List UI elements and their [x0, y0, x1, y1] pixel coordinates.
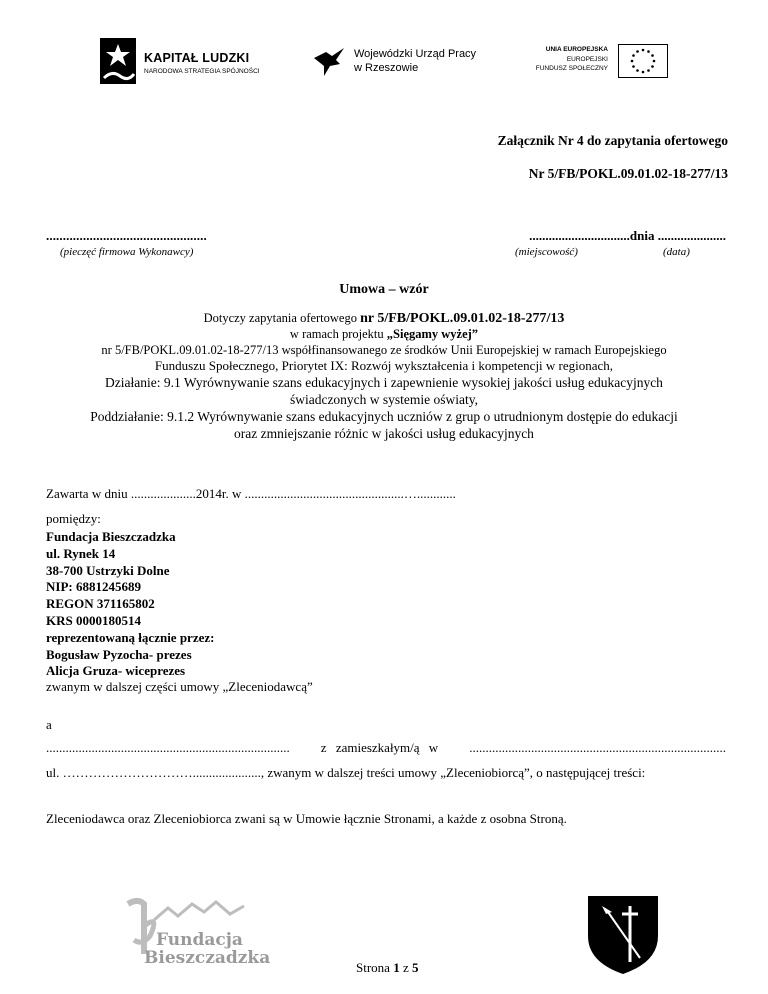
date-caption: (data)	[663, 246, 690, 258]
intro-line2	[20, 327, 748, 342]
document-title: Umowa – wzór	[339, 282, 429, 297]
page-mid: z	[399, 960, 412, 975]
wup-name-line1: Wojewódzki Urząd Pracy	[354, 48, 477, 60]
wup-logo	[312, 44, 502, 80]
intro-line7: Poddziałanie: 9.1.2 Wyrównywanie szans edukacyjnych uczniów z grup o utrudnionym dostępie do edukacji	[90, 409, 678, 424]
page-prefix: Strona	[356, 960, 394, 975]
concluded-line: Zawarta w dniu ....................2014r. w .................................................…............	[46, 486, 456, 501]
party2-line1	[46, 740, 726, 756]
intro-line4: Funduszu Społecznego, Priorytet IX: Rozwój wykształcenia i kompetencji w regionach,	[154, 358, 614, 373]
party1-called: zwanym w dalszej części umowy „Zleceniodawcą”	[46, 679, 313, 694]
intro-line5: Działanie: 9.1 Wyrównywanie szans edukacyjnych i zapewnienie wysokiej jakości usług edukacyjnych	[105, 375, 663, 390]
project-name: „Sięgamy wyżej”	[386, 327, 479, 341]
contractor-stamp-caption: (pieczęć firmowa Wykonawcy)	[60, 246, 194, 258]
party1-regon: REGON 371165802	[46, 596, 155, 612]
party2-residence-field: ...............................................................................	[469, 740, 726, 755]
party1-details	[46, 529, 214, 680]
eu-line2: EUROPEJSKI	[566, 56, 608, 63]
party2-name-field: ...........................................................................	[46, 740, 290, 755]
place-caption: (miejscowość)	[515, 246, 578, 258]
current-page: 1	[393, 960, 400, 975]
kapital-ludzki-emblem-icon	[100, 38, 136, 84]
eu-line3: FUNDUSZ SPOŁECZNY	[535, 65, 608, 72]
intro-line1	[20, 310, 748, 327]
parties-sentence: Zleceniodawca oraz Zleceniobiorca zwani są w Umowie łącznie Stronami, a każde z osobna Stroną.	[46, 811, 567, 826]
and-label: a	[46, 717, 52, 732]
eu-flag-icon	[618, 44, 668, 78]
party1-represented: reprezentowaną łącznie przez:	[46, 629, 215, 645]
contractor-stamp-line: ................................................	[46, 228, 207, 243]
page-number	[356, 960, 418, 976]
coat-of-arms-icon	[584, 892, 662, 976]
fundacja-logo-line2: Bieszczadzka	[144, 948, 271, 968]
party2-line2: ul. …………………………....................., zwanym w dalszej treści umowy „Zleceniobiorcą”, o następującej treści:	[46, 765, 646, 780]
intro-line2-prefix: w ramach projektu	[289, 327, 387, 341]
total-pages: 5	[411, 960, 419, 975]
intro-line6: świadczonych w systemie oświaty,	[289, 392, 479, 407]
eu-logo	[535, 44, 670, 80]
party1-nip: NIP: 6881245689	[46, 579, 141, 595]
kapital-ludzki-subtitle: NARODOWA STRATEGIA SPÓJNOŚCI	[144, 68, 260, 75]
party1-rep2: Alicja Gruza- wiceprezes	[46, 663, 186, 679]
intro-block	[20, 310, 748, 442]
intro-line3: nr 5/FB/POKL.09.01.02-18-277/13 współfinansowanego ze środków Unii Europejskiej w ramach Europejskiego	[101, 343, 667, 357]
party1-city: 38-700 Ustrzyki Dolne	[46, 562, 170, 578]
place-date-line: ...............................dnia .....................	[529, 228, 726, 243]
intro-line1-prefix: Dotyczy zapytania ofertowego	[203, 311, 361, 325]
party1-rep1: Bogusław Pyzocha- prezes	[46, 646, 192, 662]
wup-bird-icon	[312, 44, 346, 78]
party1-name: Fundacja Bieszczadzka	[46, 529, 176, 544]
fundacja-logo-line1: Fundacja	[156, 930, 243, 950]
intro-ref-bold: nr 5/FB/POKL.09.01.02-18-277/13	[360, 311, 565, 326]
party2-residence-label: z zamieszkałym/ą w	[320, 740, 439, 755]
intro-line8: oraz zmniejszanie różnic w jakości usług edukacyjnych	[234, 426, 534, 441]
between-label: pomiędzy:	[46, 511, 101, 526]
kapital-ludzki-logo	[100, 38, 270, 84]
party1-krs: KRS 0000180514	[46, 612, 141, 628]
party1-street: ul. Rynek 14	[46, 545, 116, 561]
annex-title: Załącznik Nr 4 do zapytania ofertowego	[497, 133, 728, 148]
eu-line1: UNIA EUROPEJSKA	[545, 46, 608, 53]
kapital-ludzki-title: KAPITAŁ LUDZKI	[144, 51, 250, 65]
reference-number: Nr 5/FB/POKL.09.01.02-18-277/13	[528, 166, 728, 181]
fundacja-bieszczadzka-logo	[120, 896, 271, 968]
wup-name-line2: w Rzeszowie	[354, 62, 419, 74]
